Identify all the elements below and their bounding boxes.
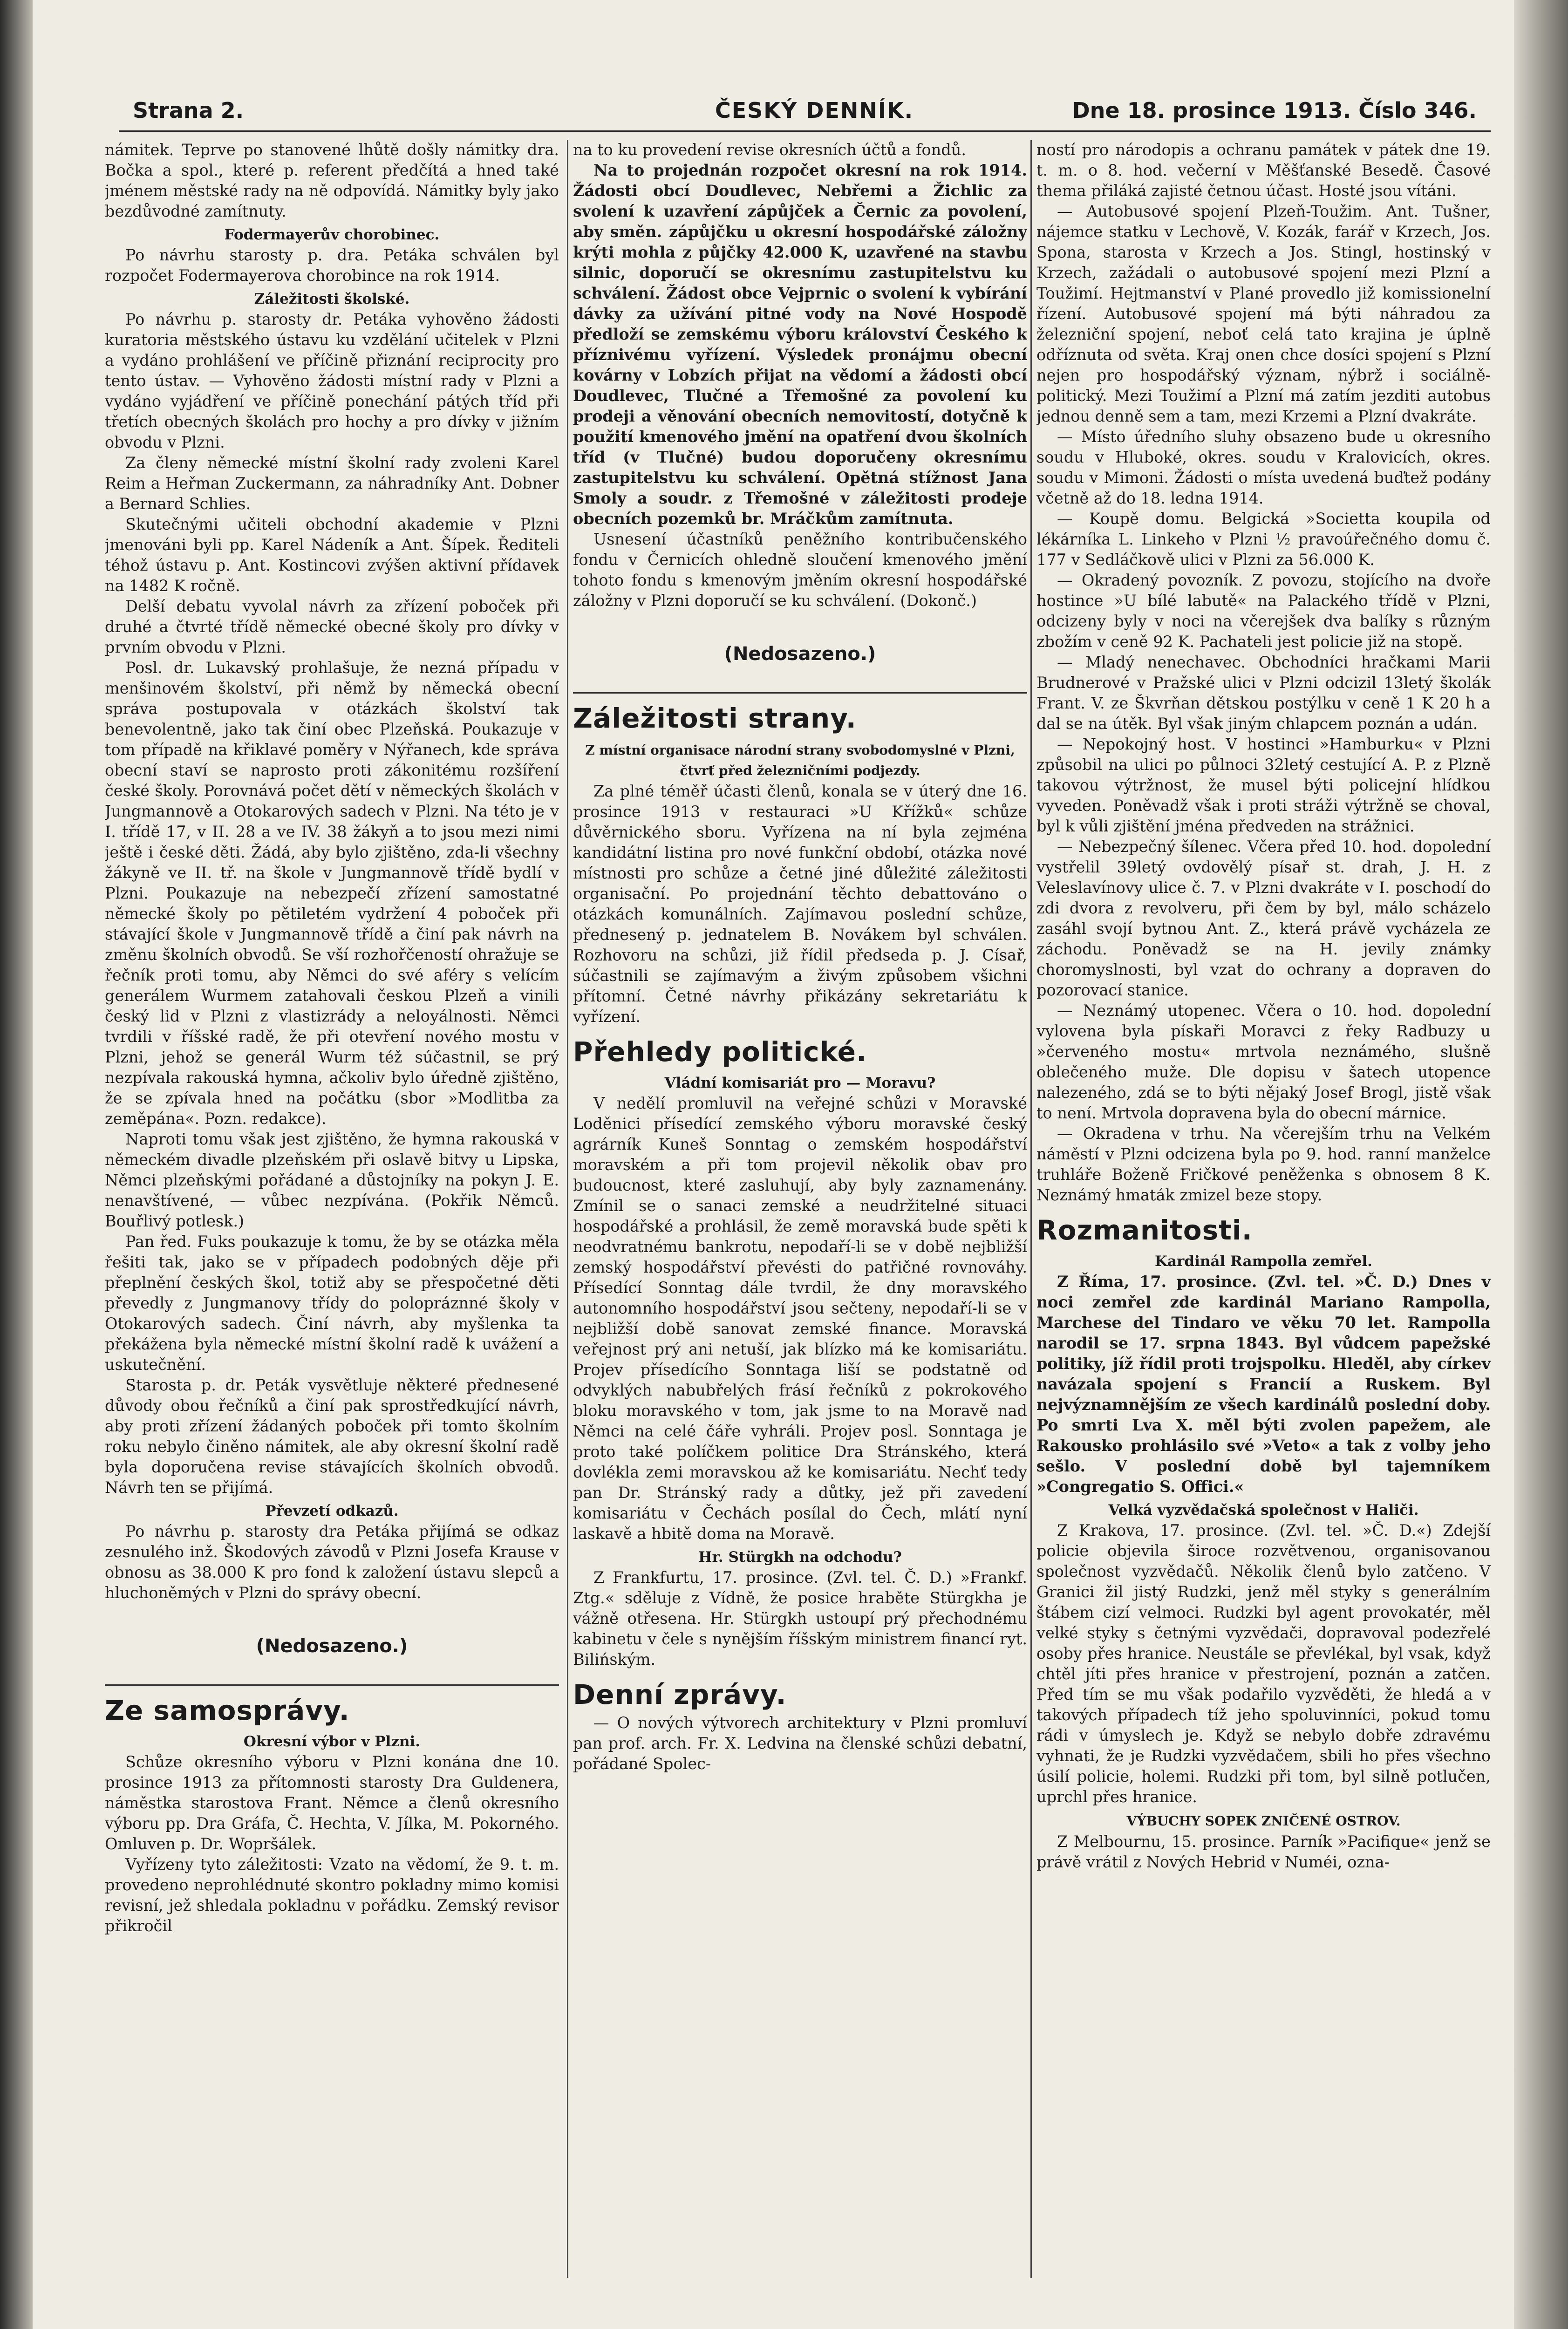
section-heading: Přehledy politické. [573,1036,867,1068]
subheading: Hr. Stürgkh na odchodu? [698,1549,902,1566]
subheading: VÝBUCHY SOPEK ZNIČENÉ OSTROV. [1126,1813,1401,1829]
news-item: — Nepokojný host. V hostinci »Hamburku« v Plzni způsobil na ulici po půlnoci 32letý cestující A. P. z Plzně takovou výtržnost, že musel býti policejní hlídkou vyveden. Poněvadž však i proti stráži výtržně se choval, byl k vůli zjištění jména předveden na strážnici. [1036,735,1491,835]
column-1 [105,140,559,2287]
news-item: — Nebezpečný šílenec. Včera před 10. hod. dopolední vystřelil 39letý ovdovělý písař st. drah, J. H. z Veleslavínovy ulice č. 7. v Plzni dvakráte v I. poschodí do zdi dvora z revolveru, při čem by byl, málo scházelo zasáhl svojí bytnou Ant. Z., která právě vycházela ze záchodu. Poněvadž se na H. jevily známky choromyslnosti, byl vzat do ochrany a dopraven do pozorovací stanice. [1036,838,1491,999]
article-paragraph: Z Říma, 17. prosince. (Zvl. tel. »Č. D.) Dnes v noci zemřel zde kardinál Mariano Rampolla, Marchese del Tindaro ve věku 70 let. Rampolla narodil se 17. srpna 1843. Byl vůdcem papežské politiky, jíž řídil proti trojspolku. Hleděl, aby církev navázala spojení s Francií a Ruskem. Byl nejvýznamnějším ze všech kardinálů poslední doby. Po smrti Lva X. měl býti zvolen papežem, ale Rakousko prohlásilo své »Veto« a tak z volby jeho sešlo. V poslední době byl tajemníkem »Congregatio S. Offici.« [1036,1273,1491,1496]
news-item: — Mladý nenechavec. Obchodníci hračkami Marii Brudnerové v Pražské ulici v Plzni odcizil 13letý školák Frant. V. ze Škvrňan dětskou postýlku v ceně 1 K 20 h a dal se na útěk. Byl však jiným chlapcem poznán a udán. [1036,653,1491,733]
article-paragraph: Vyřízeny tyto záležitosti: Vzato na vědomí, že 9. t. m. provedeno neprohlédnuté skontro pokladny mimo komisi revisní, jež shledala pokladnu v pořádku. Zemský revisor přikročil [105,1855,559,1935]
section-heading: Denní zprávy. [573,1679,787,1710]
article-paragraph: Z Melbournu, 15. prosince. Parník »Pacifique« jenž se právě vrátil z Nových Hebrid v Numéi, ozna- [1036,1832,1491,1871]
news-item: — Místo úředního sluhy obsazeno bude u okresního soudu v Hluboké, okres. soudu v Kralovicích, okres. soudu v Mimoni. Žádosti o místa uvedená buďtež podány včetně až do 18. ledna 1914. [1036,428,1491,507]
section-divider [573,692,1027,694]
page-header [119,93,1491,132]
news-item: — Okradena v trhu. Na včerejším trhu na Velkém náměstí v Plzni odcizena byla po 9. hod. ranní manželce truhláře Boženě Fričkové peněženka s obnosem 8 K. Neznámý hmaták zmizel beze stopy. [1036,1124,1491,1204]
column-3 [1036,140,1491,2287]
subheading: Fodermayerův chorobinec. [224,226,440,243]
article-paragraph: Starosta p. dr. Peták vysvětluje některé přednesené důvody obou řečníků a činí pak sprostředkující návrh, aby proti zřízení žádaných poboček při tomto školním roku nebylo činěno námitek, ale aby okresní školní radě byla doporučena revise stávajících školních obvodů. Návrh ten se přijímá. [105,1376,559,1497]
subheading: Velká vyzvědačská společnost v Haliči. [1108,1502,1419,1519]
article-paragraph: Schůze okresního výboru v Plzni konána dne 10. prosince 1913 za přítomnosti starosty Dra Guldenera, náměstka starostova Frant. Němce a členů okresního výboru pp. Dra Gráfa, Č. Hechta, V. Jílka, M. Pokorného. Omluven p. Dr. Wopršálek. [105,1753,559,1853]
column-2 [573,140,1027,2287]
article-paragraph: Na to projednán rozpočet okresní na rok 1914. Žádosti obcí Doudlevec, Nebřemi a Žichlic za svolení k uzavření zápůjček a Černic za povolení, aby směn. zápůjčku u okresní hospodářské záložny krýti mohla z půjčky 42.000 K, uzavřené na stavbu silnic, doporučí se okresnímu zastupitelstvu ku schválení. Žádost obce Vejprnic o svolení k vybírání dávky za užívání pitné vody na Nové Hospodě předloží se zemskému výboru království Českého k příznivému vyřízení. Výsledek pronájmu obecní kovárny v Lobzích přijat na vědomí a žádosti obcí Doudlevec, Tlučné a Třemošné za povolení ku prodeji a věnování obecních nemovitostí, dotyčně k použití kmenového jmění na opatření dvou školních tříd (v Tlučné) budou doporučeny okresnímu zastupitelstvu ku schválení. Opětná stížnost Jana Smoly a soudr. z Třemošné v záležitosti prodeje obecních pozemků br. Mráčkům zamítnuta. [573,161,1027,528]
article-paragraph: Za členy německé místní školní rady zvoleni Karel Reim a Heřman Zuckermann, za náhradníky Ant. Dobner a Bernard Schlies. [105,454,559,513]
article-paragraph: Z Krakova, 17. prosince. (Zvl. tel. »Č. D.«) Zdejší policie objevila široce rozvětvenou, organisovanou společnost vyzvědačů. Několik členů bylo zatčeno. V Granici žil jistý Rudzki, jenž měl styky s generálním štábem cizí velmoci. Rudzki byl agent provokatér, měl velké styky s četnými vyzvědači, dopravoval podezřelé osoby přes hranice. Neustále se převlékal, byl vsak, když chtěl jíti přes hranice v přestrojení, poznán a zatčen. Před tím se mu však podařilo vyzvěděti, že hledá a v takových případech tíž jeho spoluvinníci, pokud tomu rádi v úmyslech je. Když se nebylo dobře zdravému vyhnati, že je Rudzki vyzvědačem, sbili ho přes všechno úsilí policie, holemi. Rudzki při tom, byl silně potlučen, uprchl přes hranice. [1036,1521,1491,1806]
article-paragraph: ností pro národopis a ochranu památek v pátek dne 19. t. m. o 8. hod. večerní v Měšťanské Besedě. Časové thema přiláká zajisté četnou účast. Hosté jsou vítáni. [1036,141,1491,200]
news-item: — Okradený povozník. Z povozu, stojícího na dvoře hostince »U bílé labutě« na Palackého třídě v Plzni, odcizeny byly v noci na včerejšek dva balíky s různým zbožím v ceně 92 K. Pachateli jest policie již na stopě. [1036,571,1491,651]
article-paragraph: Po návrhu p. starosty dr. Petáka vyhověno žádosti kuratoria městského ústavu ku vzdělání učitelek v Plzni a vydáno prohlášení ve příčině přiznání reciprocity pro tento ústav. — Vyhověno žádosti místní rady v Plzni a vydáno vyjádření ve příčině ponechání pátých tříd při třetích obecných školách pro hochy a pro dívky v jižním obvodu v Plzni. [105,310,559,451]
subheading: Vládní komisariát pro — Moravu? [664,1075,936,1091]
scan-right-edge [1514,0,1568,2329]
article-paragraph: Naproti tomu však jest zjištěno, že hymna rakouská v německém divadle plzeňském při oslavě bitvy u Lipska, Němci plzeňskými pořádané a důstojníky na pokyn J. E. nenavštívené, — vůbec nezpívána. (Pokřik Němců. Bouřlivý potlesk.) [105,1130,559,1230]
column-rule [1030,140,1032,2278]
article-paragraph: Z Frankfurtu, 17. prosince. (Zvl. tel. Č. D.) »Frankf. Ztg.« sděluje z Vídně, že posice hraběte Stürgkha je vážně otřesena. Hr. Stürgkh ustoupí prý přechodnému kabinetu v čele s nynějším říšským ministrem financí ryt. Bilińským. [573,1568,1027,1668]
column-rule [567,140,568,2278]
subheading: Okresní výbor v Plzni. [243,1733,421,1750]
article-paragraph: Posl. dr. Lukavský prohlašuje, že nezná případu v menšinovém školství, při němž by německá obecní správa postupovala v otázkách školství tak benevolentně, jako tak činí obec Plzeňská. Poukazuje v tom případě na křiklavé poměry v Nýřanech, kde správa obecní staví se naprosto proti zákonitému rozšíření české školy. Porovnává počet dětí v německých školách v Jungmannově a Otokarových sadech v Plzni. Na této je v I. třídě 17, v II. 28 a ve IV. 38 žákyň a to jsou mezi nimi ještě i české děti. Žádá, aby bylo zjištěno, zda-li všechny žákyně ve II. tř. na škole v Jungmannově třídě bydlí v Plzni. Poukazuje na nebezpečí zřízení samostatné německé školy po pětiletém vydržení 4 poboček při stávající škole v Jungmannově třídě a činí pak návrh na změnu školních obvodů. Se vší rozhořčeností ohražuje se řečník proti tomu, aby Němci do své aféry s velícím generálem Wurmem zatahovali českou Plzeň a vinili český lid v Plzni z vlastizrády a neloyálnosti. Němci tvrdili v říšské radě, že při otevření nového mostu v Plzni, jehož se generál Wurm též súčastnil, se prý nezpívala rakouská hymna, ačkoliv bylo úředně zjištěno, že se zpívala hned na počátku (sbor »Modlitba za zeměpána«. Pozn. redakce). [105,659,559,1128]
article-paragraph: Skutečnými učiteli obchodní akademie v Plzni jmenováni byli pp. Karel Nádeník a Ant. Šípek. Řediteli téhož ústavu p. Ant. Kostincovi zvýšen aktivní přídavek na 1482 K ročně. [105,515,559,595]
news-item: — Koupě domu. Belgická »Societta koupila od lékárníka L. Linkeho v Plzni ½ pravoúřečného domu č. 177 v Sedláčkově ulici v Plzni za 56.000 K. [1036,510,1491,569]
article-paragraph: Delší debatu vyvolal návrh za zřízení poboček při druhé a čtvrté třídě německé obecné školy pro dívky v prvním obvodu v Plzni. [105,597,559,656]
section-heading: Záležitosti strany. [573,702,857,734]
section-heading: Ze samosprávy. [105,1695,350,1726]
subheading: Záležitosti školské. [254,291,410,307]
article-paragraph: námitek. Teprve po stanovené lhůtě došly námitky dra. Bočka a spol., které p. referent předčítá a hned také jménem městské rady na ně odpovídá. Námitky byly jako bezdůvodné zamítnuty. [105,141,559,220]
article-paragraph: Usnesení účastníků peněžního kontribučenského fondu v Černicích ohledně sloučení kmenového jmění tohoto fondu s kmenovým jměním okresní hospodářské záložny v Plzni doporučí se ku schválení. (Dokonč.) [573,530,1027,610]
article-paragraph: V nedělí promluvil na veřejné schůzi v Moravské Loděnici přísedící zemského výboru moravské český agrárník Kuneš Sonntag o zemském hospodářství moravském a při tom projevil několik obav pro budoucnost, které zasluhují, aby byly zaznamenány. Zmínil se o sanaci zemské a neudržitelné situaci hospodářské a prohlásil, že země moravská bude spěti k neodvratnému bankrotu, nepodaří-li se v době nejbližší zemský hospodářství převésti do patřičné rovnováhy. Přísedící Sonntag dále tvrdil, že dny moravského autonomního hospodářství jsou sečteny, nepodaří-li se v nejbližší době sanovat zemské finance. Moravská veřejnost prý ani netuší, jak blízko má ke komisariátu. Projev přísedícího Sonntaga liší se podstatně od odvyklých nabubřelých frásí řečníků z pokrokového bloku moravského v tom, jak jsme to na Moravě nad Němci na celé čáře vyhráli. Projev posl. Sonntaga je proto také políčkem politice Dra Stránského, která dovlékla zemi moravskou až ke komisariátu. Nechť tedy pan Dr. Stránský rady a důtky, jež při zavedení komisariátu v Čechách posílal do Čech, mlátí nyní laskavě a hbitě doma na Moravě. [573,1094,1027,1543]
article-paragraph: Po návrhu starosty p. dra. Petáka schválen byl rozpočet Fodermayerova chorobince na rok 1914. [105,246,559,285]
subheading: Převzetí odkazů. [265,1503,399,1519]
censored-notice: (Nedosazeno.) [256,1635,408,1657]
article-paragraph: Po návrhu p. starosty dra Petáka přijímá se odkaz zesnulého inž. Škodových závodů v Plzni Josefa Krause v obnosu as 38.000 K pro fond k založení ústavu slepců a hluchoněmých v Plzni do správy obecní. [105,1522,559,1602]
section-divider [105,1684,559,1686]
subheading: Kardinál Rampolla zemřel. [1155,1253,1372,1270]
newspaper-title: ČESKÝ DENNÍK. [715,98,914,123]
page-number: Strana 2. [133,98,244,123]
issue-date: Dne 18. prosince 1913. Číslo 346. [1072,98,1477,123]
news-item: — Neznámý utopenec. Včera o 10. hod. dopolední vylovena byla pískaři Moravci z řeky Radbuzy u »červeného mostu« mrtvola neznámého, slušně oblečeného muže. Dle dopisu v šatech utopence nalezeného, zdá se to býti nějaký Josef Brogl, jistě však to není. Mrtvola dopravena byla do obecní márnice. [1036,1001,1491,1122]
article-paragraph: na to ku provedení revise okresních účtů a fondů. [573,141,966,159]
scan-left-edge [0,0,33,2329]
censored-notice: (Nedosazeno.) [724,643,876,665]
section-heading: Rozmanitosti. [1036,1214,1253,1246]
article-paragraph: — O nových výtvorech architektury v Plzni promluví pan prof. arch. Fr. X. Ledvina na členské schůzi debatní, pořádané Spolec- [573,1714,1027,1773]
subheading: Z místní organisace národní strany svobodomyslné v Plzni, čtvrť před železničními podjezdy. [585,742,1015,778]
article-paragraph: Pan řed. Fuks poukazuje k tomu, že by se otázka měla řešiti tak, jako se v případech podobných děje při přeplnění českých škol, totiž aby se přespočetné děti převedly z Jungmanovy třídy do polopráznné školy v Otokarových sadech. Činí návrh, aby myšlenka ta překážena byla německé místní školní radě k uvážení a uskutečnění. [105,1233,559,1374]
news-item: — Autobusové spojení Plzeň-Toužim. Ant. Tušner, nájemce statku v Lechově, V. Kozák, farář v Krzech, Jos. Spona, starosta v Krzech a Jos. Stingl, hostinský v Krzech, zažádali o autobusové spojení mezi Plzní a Toužimí. Hejtmanství v Plané provedlo již komissionelní řízení. Autobusové spojení má býti náhradou za železniční spojení, neboť celá tato krajina je úplně odříznuta od světa. Kraj onen chce dosíci spojení s Plzní nejen pro hospodářský význam, nýbrž i sociálně-politický. Mezi Toužimí a Plzní má zatím jezditi autobus jednou denně sem a tam, mezi Krzemi a Plzní dvakráte. [1036,202,1491,425]
article-paragraph: Za plné téměř účasti členů, konala se v úterý dne 16. prosince 1913 v restauraci »U Křížků« schůze důvěrnického sboru. Vyřízena na ní byla zejména kandidátní listina pro nové funkční období, otázka nové místnosti pro schůze a četné jiné důležité záležitosti organisační. Po projednání těchto debattováno o otázkách komunálních. Zajímavou poslední schůze, přednesený p. jednatelem B. Novákem byl schválen. Rozhovoru na schůzi, již řídil předseda p. J. Císař, súčastnili se zajímavým a živým způsobem všichni přítomní. Četné návrhy přikázány sekretariátu k vyřízení. [573,782,1027,1026]
